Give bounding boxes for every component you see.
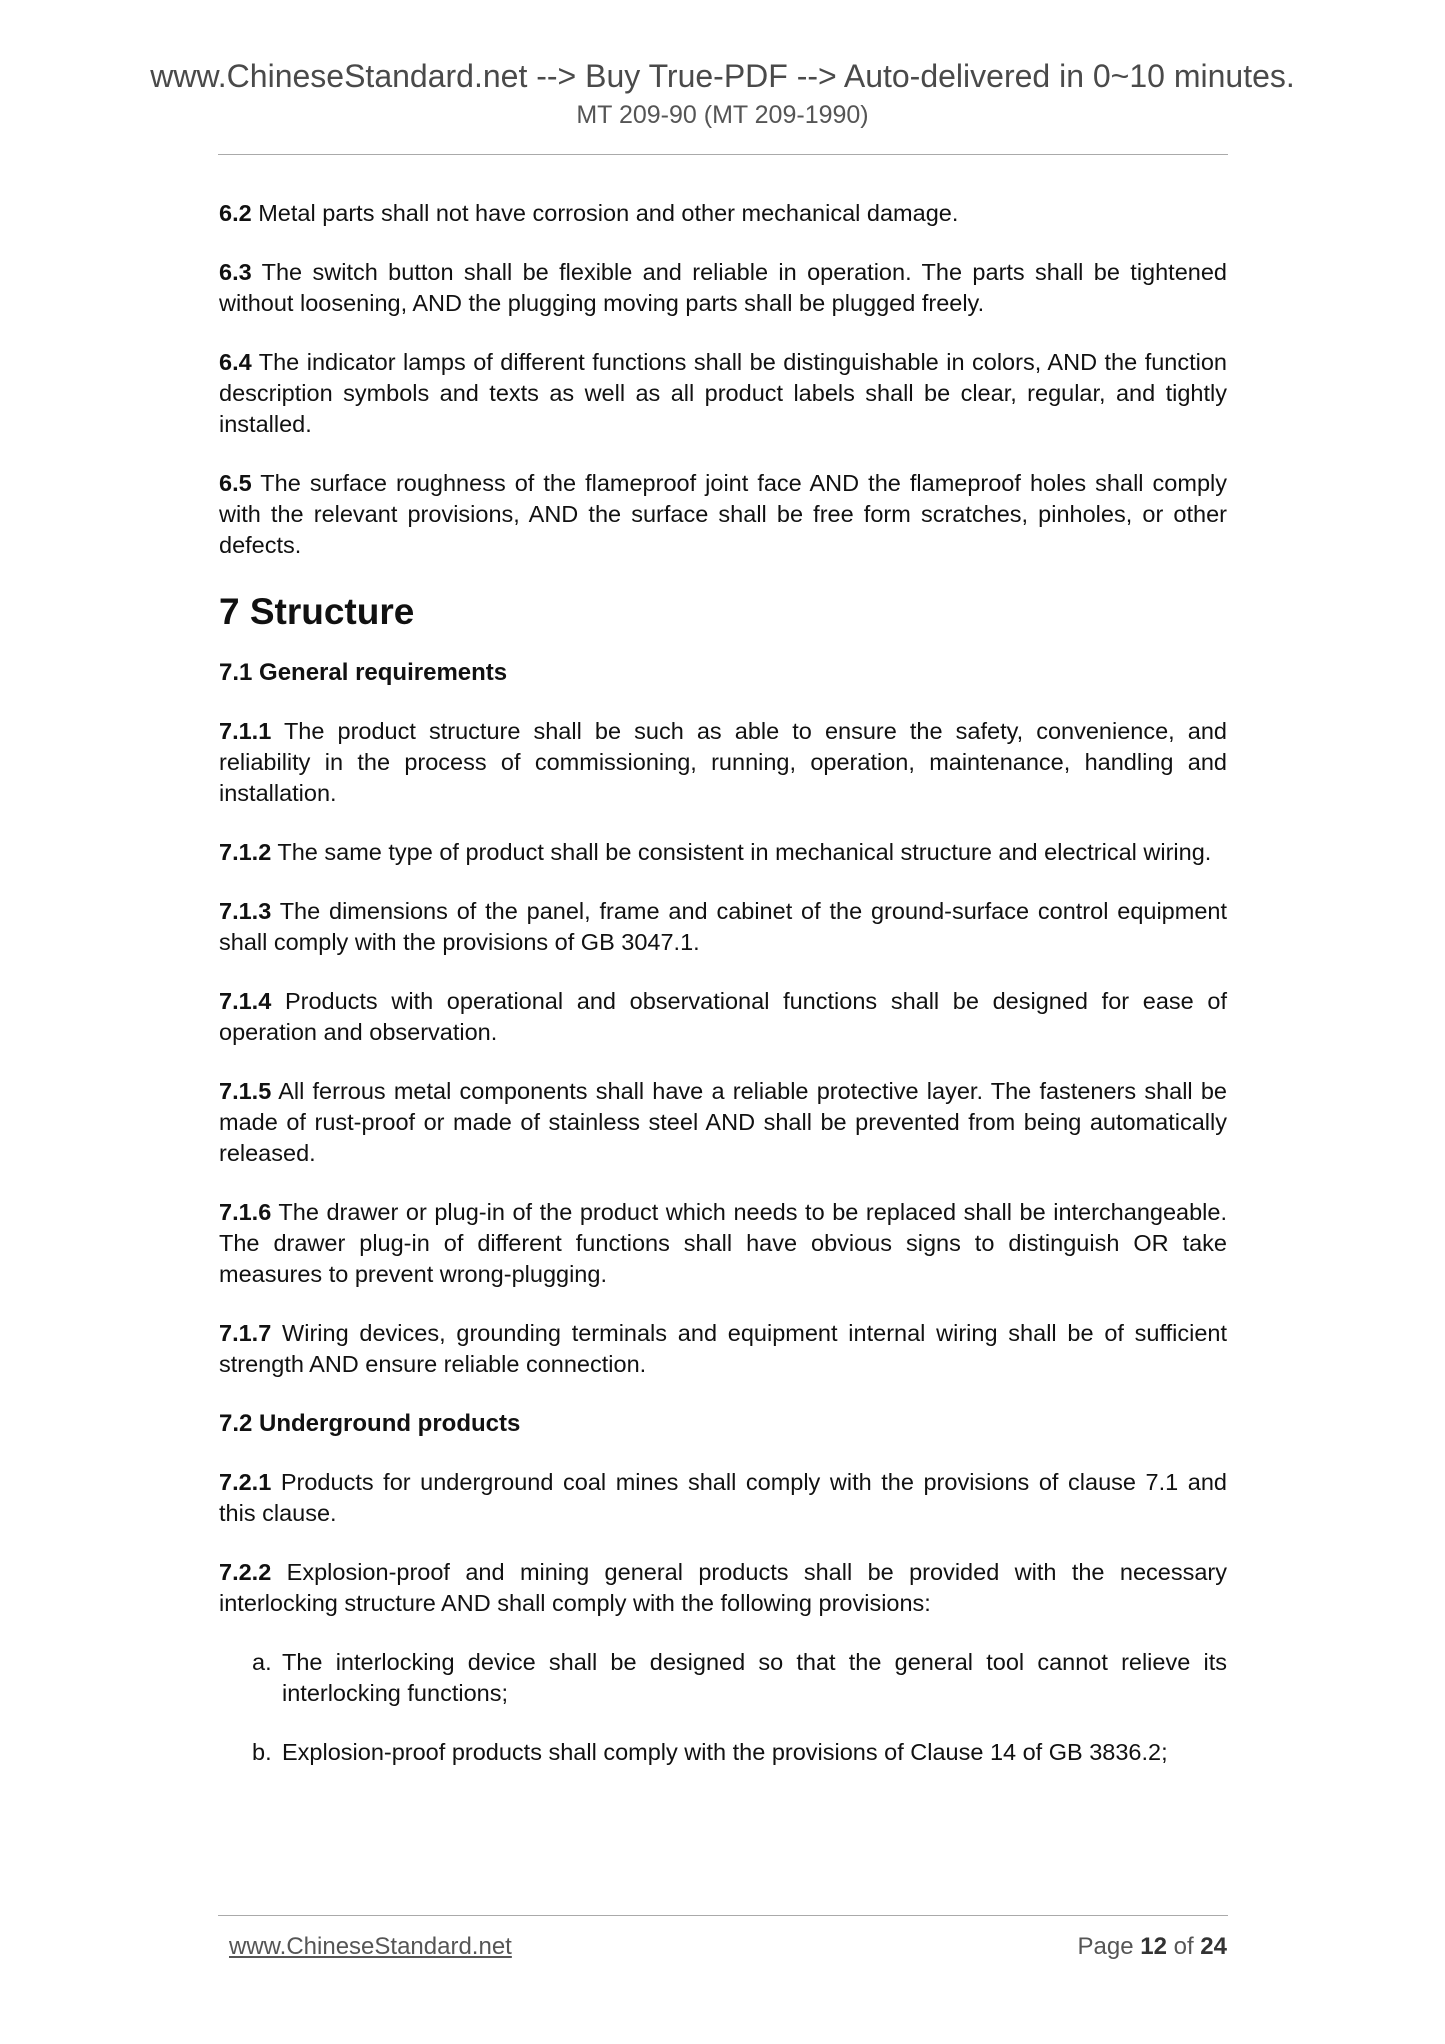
header-divider xyxy=(218,154,1228,155)
clause-7-1-6 xyxy=(219,1197,1227,1290)
clause-number: 6.5 xyxy=(219,470,252,496)
clause-text: Explosion-proof and mining general products shall be provided with the necessary interlocking structure AND shall comply with the following provisions: xyxy=(219,1559,1227,1616)
page-label: Page xyxy=(1077,1933,1141,1960)
clause-text: Products with operational and observational functions shall be designed for ease of operation and observation. xyxy=(219,988,1227,1045)
list-marker: a. xyxy=(252,1649,272,1675)
document-body xyxy=(219,198,1227,1796)
header-title: www.ChineseStandard.net --> Buy True-PDF --> Auto-delivered in 0~10 minutes. xyxy=(150,58,1295,94)
clause-text: The drawer or plug-in of the product which needs to be replaced shall be interchangeable. The drawer plug-in of different functions shall have obvious signs to distinguish OR take measures to prevent wrong-plugging. xyxy=(219,1199,1227,1287)
clause-text: The switch button shall be flexible and reliable in operation. The parts shall be tightened without loosening, AND the plugging moving parts shall be plugged freely. xyxy=(219,259,1227,316)
clause-number: 7.2.1 xyxy=(219,1469,272,1495)
list-item-text: The interlocking device shall be designed so that the general tool cannot relieve its interlocking functions; xyxy=(282,1649,1227,1706)
page-current: 12 xyxy=(1140,1933,1167,1960)
clause-text: Products for underground coal mines shall comply with the provisions of clause 7.1 and this clause. xyxy=(219,1469,1227,1526)
clause-6-4 xyxy=(219,347,1227,440)
clause-7-2-2 xyxy=(219,1557,1227,1619)
clause-text: All ferrous metal components shall have a reliable protective layer. The fasteners shall be made of rust-proof or made of stainless steel AND shall be prevented from being automatically released. xyxy=(219,1078,1227,1166)
list-item xyxy=(252,1647,1227,1709)
page-header xyxy=(0,56,1445,132)
list-item-text: Explosion-proof products shall comply with the provisions of Clause 14 of GB 3836.2; xyxy=(282,1739,1168,1765)
clause-text: The product structure shall be such as able to ensure the safety, convenience, and reliability in the process of commissioning, running, operation, maintenance, handling and installation. xyxy=(219,718,1227,806)
clause-7-2-1 xyxy=(219,1467,1227,1529)
clause-number: 7.1.1 xyxy=(219,718,272,744)
clause-text: Metal parts shall not have corrosion and other mechanical damage. xyxy=(251,200,959,226)
clause-number: 7.1.5 xyxy=(219,1078,272,1104)
list-marker: b. xyxy=(252,1739,272,1765)
clause-7-1-1 xyxy=(219,716,1227,809)
clause-number: 7.1.3 xyxy=(219,898,272,924)
clause-number: 6.2 xyxy=(219,200,252,226)
clause-7-1-4 xyxy=(219,986,1227,1048)
clause-text: Wiring devices, grounding terminals and equipment internal wiring shall be of sufficient strength AND ensure reliable connection. xyxy=(219,1320,1227,1377)
page-number xyxy=(1078,1932,1227,1962)
clause-text: The same type of product shall be consistent in mechanical structure and electrical wiring. xyxy=(271,839,1212,865)
clause-text: The dimensions of the panel, frame and cabinet of the ground-surface control equipment shall comply with the provisions of GB 3047.1. xyxy=(219,898,1227,955)
clause-6-5 xyxy=(219,468,1227,561)
clause-number: 7.1.4 xyxy=(219,988,272,1014)
clause-7-1-2 xyxy=(219,837,1227,868)
clause-text: The surface roughness of the flameproof joint face AND the flameproof holes shall comply with the relevant provisions, AND the surface shall be free form scratches, pinholes, or other defects. xyxy=(219,470,1227,558)
page-of: of xyxy=(1166,1933,1201,1960)
clause-7-1-7 xyxy=(219,1318,1227,1380)
subsection-heading: 7.1 General requirements xyxy=(219,659,508,686)
footer-divider xyxy=(218,1915,1228,1916)
clause-text: The indicator lamps of different functions shall be distinguishable in colors, AND the function description symbols and texts as well as all product labels shall be clear, regular, and tightly installed. xyxy=(219,349,1227,437)
clause-number: 6.4 xyxy=(219,349,252,375)
clause-7-1-5 xyxy=(219,1076,1227,1169)
clause-6-2 xyxy=(219,198,1227,229)
page-footer xyxy=(229,1932,1227,1962)
footer-site-link[interactable]: www.ChineseStandard.net xyxy=(229,1933,512,1960)
section-heading: 7 Structure xyxy=(219,591,415,632)
clause-7-1-3 xyxy=(219,896,1227,958)
clause-6-3 xyxy=(219,257,1227,319)
clause-number: 7.1.7 xyxy=(219,1320,272,1346)
clause-number: 7.1.6 xyxy=(219,1199,272,1225)
clause-number: 7.2.2 xyxy=(219,1559,272,1585)
list-item xyxy=(252,1737,1227,1768)
header-standard-number: MT 209-90 (MT 209-1990) xyxy=(576,101,869,129)
page-total: 24 xyxy=(1200,1933,1227,1960)
clause-number: 7.1.2 xyxy=(219,839,272,865)
clause-number: 6.3 xyxy=(219,259,252,285)
subsection-heading: 7.2 Underground products xyxy=(219,1410,521,1437)
